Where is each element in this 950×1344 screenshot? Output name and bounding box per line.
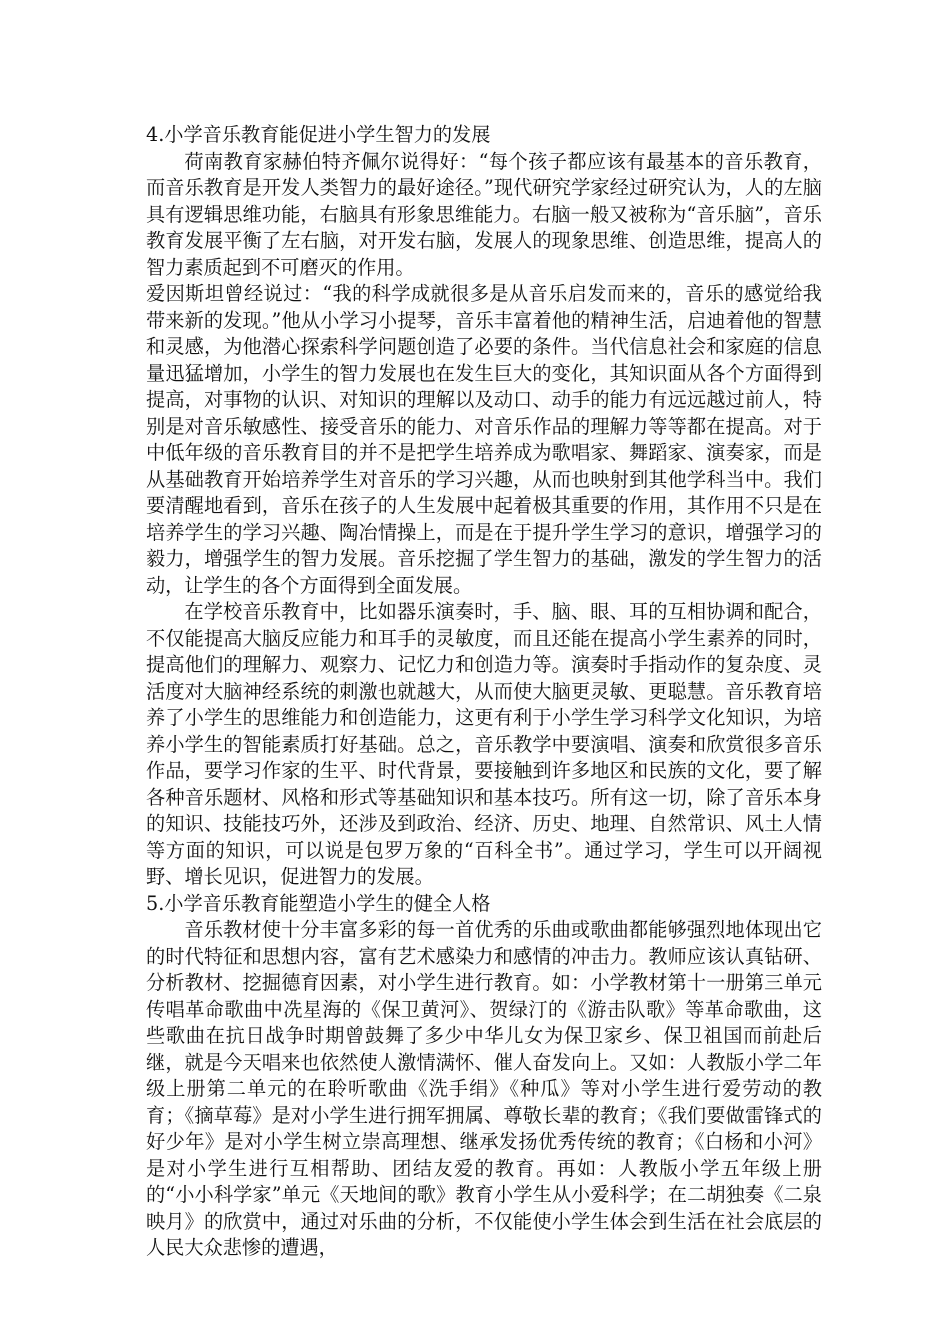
section-4-paragraph-1: 荷南教育家赫伯特齐佩尔说得好：“每个孩子都应该有最基本的音乐教育，而音乐教育是开发人类智力的最好途径。”现代研究学家经过研究认为，人的左脑具有逻辑思维功能，右脑具有形象思维能力。右脑一般又被称为“音乐脑”，音乐教育发展平衡了左右脑，对开发右脑，发展人的现象思维、创造思维，提高人的智力素质起到不可磨灭的作用。 — [146, 149, 822, 279]
section-4-heading: 4.小学音乐教育能促进小学生智力的发展 — [146, 123, 491, 146]
section-5-heading: 5.小学音乐教育能塑造小学生的健全人格 — [146, 891, 491, 915]
section-4-paragraph-2: 爱因斯坦曾经说过：“我的科学成就很多是从音乐启发而来的，音乐的感觉给我带来新的发现。”他从小学习小提琴，音乐丰富着他的精神生活，启迪着他的智慧和灵感，为他潜心探索科学问题创造了必要的条件。当代信息社会和家庭的信息量迅猛增加，小学生的智力发展也在发生巨大的变化，其知识面从各个方面得到提高，对事物的认识、对知识的理解以及动口、动手的能力有远远越过前人，特别是对音乐敏感性、接受音乐的能力、对音乐作品的理解力等等都在提高。对于中低年级的音乐教育目的并不是把学生培养成为歌唱家、舞蹈家、演奏家，而是从基础教育开始培养学生对音乐的学习兴趣，从而也映射到其他学科当中。我们要清醒地看到，音乐在孩子的人生发展中起着极其重要的作用，其作用不只是在培养学生的学习兴趣、陶冶情操上，而是在于提升学生学习的意识，增强学习的毅力，增强学生的智力发展。音乐挖掘了学生智力的基础，激发的学生智力的活动，让学生的各个方面得到全面发展。 — [146, 282, 822, 597]
document-page — [146, 122, 822, 1262]
section-4-paragraph-3: 在学校音乐教育中，比如器乐演奏时，手、脑、眼、耳的互相协调和配合，不仅能提高大脑反应能力和耳手的灵敏度，而且还能在提高小学生素养的同时，提高他们的理解力、观察力、记忆力和创造力等。演奏时手指动作的复杂度、灵活度对大脑神经系统的刺激也就越大，从而使大脑更灵敏、更聪慧。音乐教育培养了小学生的思维能力和创造能力，这更有利于小学生学习科学文化知识，为培养小学生的智能素质打好基础。总之，音乐教学中要演唱、演奏和欣赏很多音乐作品，要学习作家的生平、时代背景，要接触到许多地区和民族的文化，要了解各种音乐题材、风格和形式等基础知识和基本技巧。所有这一切，除了音乐本身的知识、技能技巧外，还涉及到政治、经济、历史、地理、自然常识、风土人情等方面的知识，可以说是包罗万象的“百科全书”。通过学习，学生可以开阔视野、增长见识，促进智力的发展。 — [146, 600, 822, 888]
section-5-paragraph-1: 音乐教材使十分丰富多彩的每一首优秀的乐曲或歌曲都能够强烈地体现出它的时代特征和思想内容，富有艺术感染力和感情的冲击力。教师应该认真钻研、分析教材、挖掘德育因素，对小学生进行教育。如：小学教材第十一册第三单元传唱革命歌曲中冼星海的《保卫黄河》、贺绿汀的《游击队歌》等革命歌曲，这些歌曲在抗日战争时期曾鼓舞了多少中华儿女为保卫家乡、保卫祖国而前赴后继，就是今天唱来也依然使人激情满怀、催人奋发向上。又如：人教版小学二年级上册第二单元的在聆听歌曲《洗手绢》《种瓜》等对小学生进行爱劳动的教育；《摘草莓》是对小学生进行拥军拥属、尊敬长辈的教育；《我们要做雷锋式的好少年》是对小学生树立崇高理想、继承发扬优秀传统的教育；《白杨和小河》是对小学生进行互相帮助、团结友爱的教育。再如：人教版小学五年级上册的“小小科学家”单元《天地间的歌》教育小学生从小爱科学；在二胡独奏《二泉映月》的欣赏中，通过对乐曲的分析，不仅能使小学生体会到生活在社会底层的人民大众悲惨的遭遇， — [146, 918, 822, 1259]
